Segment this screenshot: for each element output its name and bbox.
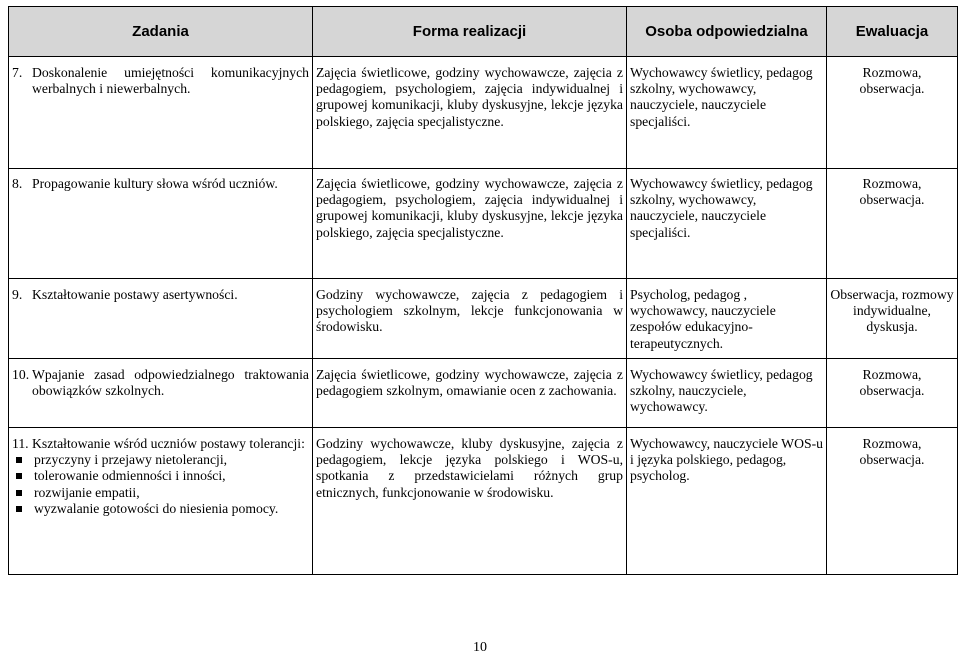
table-row bbox=[9, 279, 958, 359]
header-form: Forma realizacji bbox=[313, 7, 627, 57]
person-cell: Wychowawcy świetlicy, pedagog szkolny, nauczyciele, wychowawcy. bbox=[627, 359, 827, 428]
tolerance-bullet-list bbox=[12, 452, 309, 517]
form-cell: Zajęcia świetlicowe, godziny wychowawcze, zajęcia z pedagogiem, psychologiem, zajęcia indywidualnej i grupowej komunikacji, kluby dyskusyjne, lekcje języka polskiego, zajęcia specjalistyczne. bbox=[313, 57, 627, 169]
table-row bbox=[9, 57, 958, 169]
form-cell: Zajęcia świetlicowe, godziny wychowawcze, zajęcia z pedagogiem, psychologiem, zajęcia indywidualnej i grupowej komunikacji, kluby dyskusyjne, lekcje języka polskiego, zajęcia specjalistyczne. bbox=[313, 169, 627, 279]
task-cell bbox=[9, 279, 313, 359]
bullet-item: tolerowanie odmienności i inności, bbox=[34, 468, 309, 484]
header-tasks: Zadania bbox=[9, 7, 313, 57]
evaluation-cell: Obserwacja, rozmowy indywidualne, dyskusja. bbox=[827, 279, 958, 359]
bullet-item: rozwijanie empatii, bbox=[34, 485, 309, 501]
task-number: 11. bbox=[12, 436, 29, 451]
person-cell: Wychowawcy, nauczyciele WOS-u i języka polskiego, pedagog, psycholog. bbox=[627, 428, 827, 575]
person-cell: Wychowawcy świetlicy, pedagog szkolny, wychowawcy, nauczyciele, nauczyciele specjaliści. bbox=[627, 57, 827, 169]
header-person: Osoba odpowiedzialna bbox=[627, 7, 827, 57]
task-text: Doskonalenie umiejętności komunikacyjnych werbalnych i niewerbalnych. bbox=[32, 65, 309, 97]
person-cell: Psycholog, pedagog , wychowawcy, nauczyciele zespołów edukacyjno-terapeutycznych. bbox=[627, 279, 827, 359]
plan-table bbox=[8, 6, 958, 575]
task-text: Wpajanie zasad odpowiedzialnego traktowania obowiązków szkolnych. bbox=[32, 367, 309, 399]
task-cell bbox=[9, 359, 313, 428]
person-cell: Wychowawcy świetlicy, pedagog szkolny, wychowawcy, nauczyciele, nauczyciele specjaliści. bbox=[627, 169, 827, 279]
evaluation-cell: Rozmowa, obserwacja. bbox=[827, 359, 958, 428]
task-text: Propagowanie kultury słowa wśród uczniów. bbox=[32, 176, 278, 191]
table-row bbox=[9, 169, 958, 279]
form-cell: Zajęcia świetlicowe, godziny wychowawcze, zajęcia z pedagogiem szkolnym, omawianie ocen z zachowania. bbox=[313, 359, 627, 428]
evaluation-cell: Rozmowa, obserwacja. bbox=[827, 57, 958, 169]
form-cell: Godziny wychowawcze, zajęcia z pedagogiem i psychologiem szkolnym, lekcje funkcjonowania w środowisku. bbox=[313, 279, 627, 359]
task-number: 10. bbox=[12, 367, 30, 382]
task-text: Kształtowanie postawy asertywności. bbox=[32, 287, 238, 302]
page-number: 10 bbox=[473, 640, 487, 655]
form-cell: Godziny wychowawcze, kluby dyskusyjne, zajęcia z pedagogiem, lekcje języka polskiego i WOS-u, spotkania z przedstawicielami różnych grup etnicznych, funkcjonowanie w środowisku. bbox=[313, 428, 627, 575]
header-row bbox=[9, 7, 958, 57]
table-row bbox=[9, 428, 958, 575]
task-cell bbox=[9, 428, 313, 575]
table-row bbox=[9, 359, 958, 428]
task-number: 7. bbox=[12, 65, 23, 80]
bullet-item: przyczyny i przejawy nietolerancji, bbox=[34, 452, 309, 468]
task-cell bbox=[9, 169, 313, 279]
task-cell bbox=[9, 57, 313, 169]
task-number: 9. bbox=[12, 287, 23, 302]
header-evaluation: Ewaluacja bbox=[827, 7, 958, 57]
evaluation-cell: Rozmowa, obserwacja. bbox=[827, 169, 958, 279]
bullet-item: wyzwalanie gotowości do niesienia pomocy. bbox=[34, 501, 309, 517]
evaluation-cell: Rozmowa, obserwacja. bbox=[827, 428, 958, 575]
task-number: 8. bbox=[12, 176, 23, 191]
task-text: Kształtowanie wśród uczniów postawy tolerancji: bbox=[32, 436, 305, 451]
